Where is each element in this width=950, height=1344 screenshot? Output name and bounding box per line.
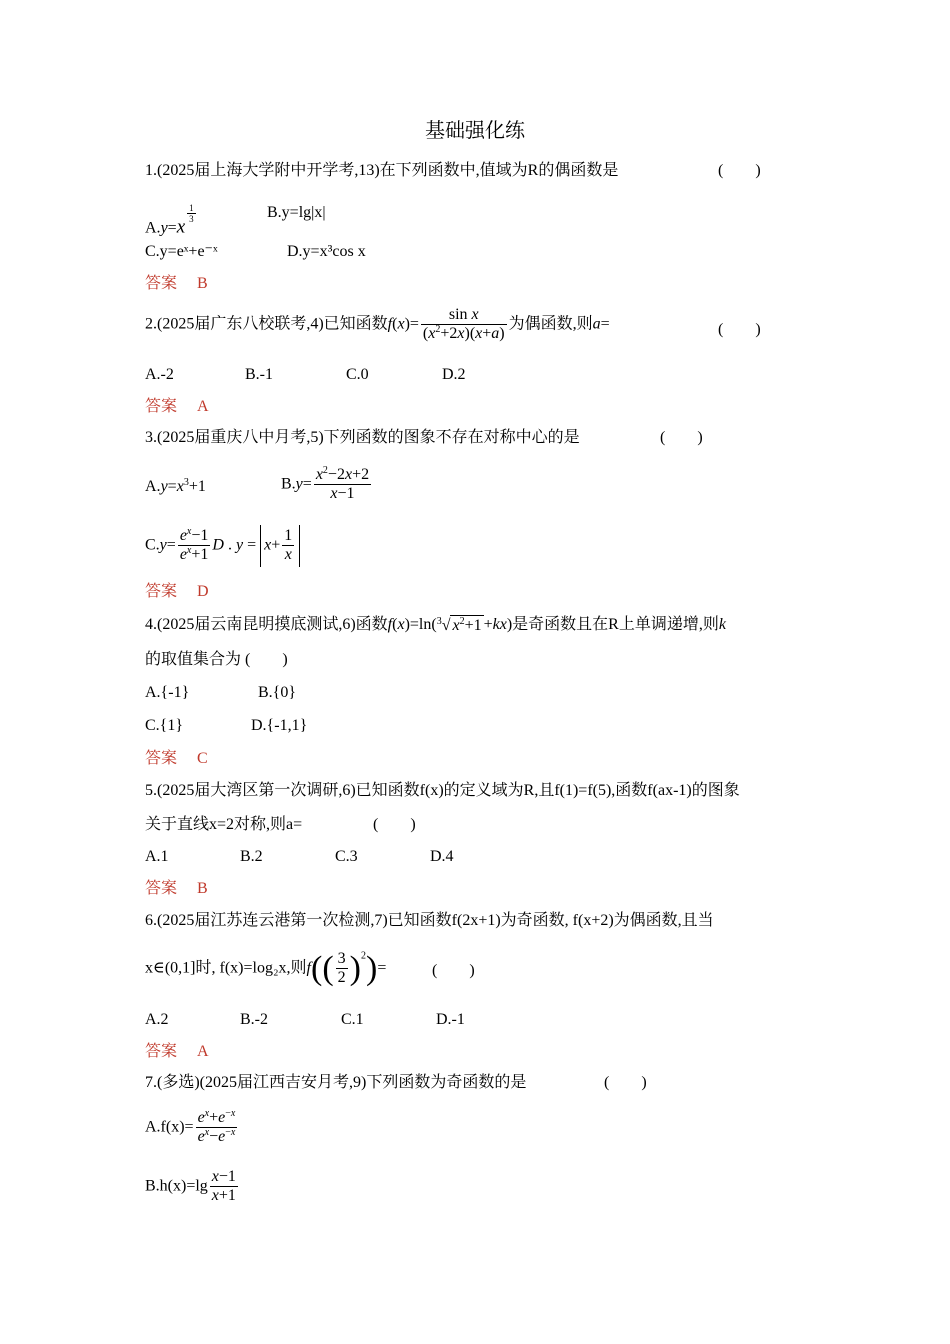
q1-option-d: D.y=x³cos x [287,243,366,260]
q6-option-a: A.2 [145,1011,169,1028]
q5-option-d: D.4 [430,848,454,865]
q6-option-b: B.-2 [240,1011,268,1028]
q2-option-c: C.0 [346,366,369,383]
q5-answer: 答案 B [145,880,208,897]
q5-stem-line2: 关于直线x=2对称,则a= [145,816,303,833]
q6-stem-line1: 6.(2025届江苏连云港第一次检测,7)已知函数f(2x+1)为奇函数, f(x+2)为偶函数,且当 [145,912,714,929]
q4-option-b: B.{0} [258,684,297,701]
q4-stem-line2: 的取值集合为 ( ) [145,651,288,668]
q7-stem: 7.(多选)(2025届江西吉安月考,9)下列函数为奇函数的是 [145,1074,527,1091]
q6-stem-line2: x∈(0,1]时, f(x)=log₂x,则f(( $\frac{3}{2}$ )$^2$)= [145,949,387,987]
q4-answer: 答案 C [145,750,208,767]
q6-answer: 答案 A [145,1043,209,1060]
q7-paren: ( ) [604,1074,647,1091]
q1-option-b: B.y=lg|x| [267,204,326,221]
q5-paren: ( ) [373,816,416,833]
q4-option-d: D.{-1,1} [251,717,308,734]
q2-paren: ( ) [718,321,761,338]
q2-option-d: D.2 [442,366,466,383]
q6-option-c: C.1 [341,1011,364,1028]
q6-paren: ( ) [432,962,475,979]
q1-stem: 1.(2025届上海大学附中开学考,13)在下列函数中,值域为R的偶函数是 [145,162,619,179]
q2-stem: 2.(2025届广东八校联考,4)已知函数f(x)= $\frac{\text{sin x}}{(x^2+2x)(x+a)}$ 为偶函数,则a= [145,306,610,343]
q3-option-a: $A.y=x^3+1$ [145,477,206,495]
q2-option-a: A.-2 [145,366,174,383]
q7-option-b: B.h(x)=lg $\frac{x-1}{x+1}$ [145,1168,236,1205]
q3-stem: 3.(2025届重庆八中月考,5)下列函数的图象不存在对称中心的是 [145,429,580,446]
q5-option-b: B.2 [240,848,263,865]
q3-option-b: B.y= $\frac{x^2-2x+2}{x-1}$ [281,465,370,503]
page-title: 基础强化练 [425,118,525,142]
q1-option-a: A.y=x $\frac{1}{3}$ [145,203,194,238]
q5-option-c: C.3 [335,848,358,865]
q4-option-c: C.{1} [145,717,184,734]
q3-paren: ( ) [660,429,703,446]
q2-option-b: B.-1 [245,366,273,383]
q3-answer: 答案 D [145,583,209,600]
q7-option-a: A.f(x)= $\frac{e^x+e^{-x}}{e^x-e^{-x}}$ [145,1108,236,1146]
q4-option-a: A.{-1} [145,684,190,701]
q3-option-cd: C.y= $\frac{e^x-1}{e^x+1}$ D . y = x+ $\frac{1}{x}$ [145,525,300,567]
q6-option-d: D.-1 [436,1011,465,1028]
q4-stem: 4.(2025届云南昆明摸底测试,6)函数f(x)=ln($^3$√ $x^2+1 +kx$)是奇函数且在R上单调递增,则k [145,616,726,634]
q1-option-c: C.y=eˣ+e⁻ˣ [145,243,218,260]
q2-answer: 答案 A [145,398,209,415]
q5-option-a: A.1 [145,848,169,865]
q1-paren: ( ) [718,162,761,179]
q1-answer: 答案 B [145,275,208,292]
q5-stem-line1: 5.(2025届大湾区第一次调研,6)已知函数f(x)的定义域为R,且f(1)=f(5),函数f(ax-1)的图象 [145,782,740,799]
